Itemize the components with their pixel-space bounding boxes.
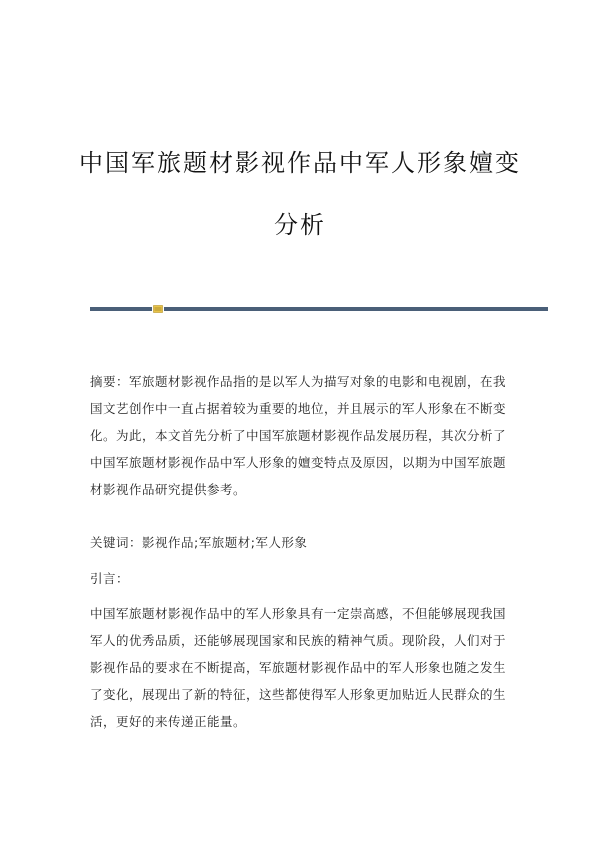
intro-paragraph: 中国军旅题材影视作品中的军人形象具有一定崇高感，不但能够展现我国军人的优秀品质，还能够展现国家和民族的精神气质。现阶段，人们对于影视作品的要求在不断提高，军旅题材影视作品中的军人形象也随之发生了变化，展现出了新的特征，这些都使得军人形象更加贴近人民群众的生活，更好的来传递正能量。 bbox=[90, 606, 507, 729]
divider-bar-left bbox=[90, 307, 152, 311]
divider-bar-right bbox=[164, 307, 548, 311]
ornament-icon bbox=[153, 305, 163, 313]
abstract-paragraph: 摘要：军旅题材影视作品指的是以军人为描写对象的电影和电视剧，在我国文艺创作中一直占据着较为重要的地位，并且展示的军人形象在不断变化。为此，本文首先分析了中国军旅题材影视作品发展历程，其次分析了中国军旅题材影视作品中军人形象的嬗变特点及原因，以期为中国军旅题材影视作品研究提供参考。 bbox=[90, 374, 507, 497]
document-title-line1: 中国军旅题材影视作品中军人形象嬗变 bbox=[79, 149, 521, 177]
title-divider bbox=[90, 306, 550, 312]
intro-heading: 引言： bbox=[90, 571, 130, 586]
document-title-line2: 分析 bbox=[274, 211, 326, 239]
keywords-line: 关键词：影视作品;军旅题材;军人形象 bbox=[90, 535, 308, 550]
